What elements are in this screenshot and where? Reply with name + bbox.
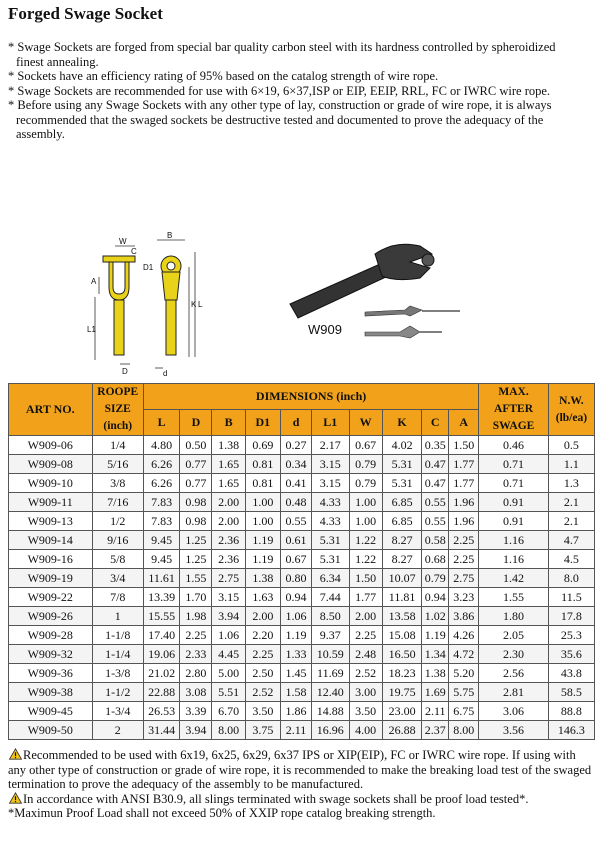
cell-rope-size: 7/16 — [92, 493, 143, 512]
cell-dim-c: 0.68 — [422, 550, 449, 569]
dim-label-w: W — [119, 237, 127, 246]
cell-dim-l1: 4.33 — [312, 512, 349, 531]
cell-max-after-swage: 2.81 — [479, 683, 549, 702]
dim-label-d1: D1 — [143, 263, 154, 272]
intro-line: finest annealing. — [16, 54, 99, 69]
cell-dim-d-small: 0.80 — [281, 569, 312, 588]
cell-net-weight: 146.3 — [548, 721, 594, 740]
cell-dim-a: 2.75 — [449, 569, 479, 588]
cell-dim-a: 1.96 — [449, 512, 479, 531]
cell-max-after-swage: 1.42 — [479, 569, 549, 588]
cell-net-weight: 0.5 — [548, 436, 594, 455]
cell-dim-a: 2.25 — [449, 531, 479, 550]
figures — [0, 232, 600, 382]
cell-dim-a: 3.86 — [449, 607, 479, 626]
header-nw-line: N.W. — [559, 394, 584, 407]
table-row — [9, 626, 595, 645]
cell-art-no: W909-26 — [9, 607, 93, 626]
table-row — [9, 455, 595, 474]
cell-rope-size: 9/16 — [92, 531, 143, 550]
cell-dim-c: 0.55 — [422, 512, 449, 531]
intro-line: * Swage Sockets are recommended for use with 6×19, 6×37,ISP or EIP, EEIP, RRL, FC or IWRC wire rope. — [8, 83, 551, 98]
cell-dim-a: 5.75 — [449, 683, 479, 702]
warning-triangle-icon — [8, 792, 23, 804]
cell-max-after-swage: 2.56 — [479, 664, 549, 683]
header-rope-line: ROOPE — [97, 386, 139, 398]
cell-dim-b: 4.45 — [212, 645, 245, 664]
cell-dim-k: 10.07 — [382, 569, 422, 588]
header-art-no: ART NO. — [9, 384, 93, 436]
cell-dim-d-small: 0.67 — [281, 550, 312, 569]
header-dim-l: L — [143, 410, 179, 436]
cell-dim-d: 3.94 — [180, 721, 212, 740]
cell-net-weight: 58.5 — [548, 683, 594, 702]
cell-art-no: W909-38 — [9, 683, 93, 702]
cell-dim-c: 0.58 — [422, 531, 449, 550]
cell-dim-d1: 0.69 — [245, 436, 280, 455]
cell-dim-d-small: 0.55 — [281, 512, 312, 531]
cell-rope-size: 1-3/4 — [92, 702, 143, 721]
cell-dim-l1: 7.44 — [312, 588, 349, 607]
note-1 — [8, 748, 595, 792]
notes — [8, 748, 595, 821]
table-body — [9, 436, 595, 740]
cell-dim-c: 0.79 — [422, 569, 449, 588]
cell-dim-k: 6.85 — [382, 493, 422, 512]
cell-max-after-swage: 0.71 — [479, 474, 549, 493]
cell-net-weight: 43.8 — [548, 664, 594, 683]
cell-max-after-swage: 1.80 — [479, 607, 549, 626]
note-2 — [8, 792, 595, 807]
cell-dim-d-small: 0.94 — [281, 588, 312, 607]
cell-dim-b: 1.65 — [212, 474, 245, 493]
cell-dim-k: 6.85 — [382, 512, 422, 531]
cell-art-no: W909-10 — [9, 474, 93, 493]
dim-label-l1: L1 — [87, 325, 96, 334]
cell-art-no: W909-45 — [9, 702, 93, 721]
header-dim-d-small: d — [281, 410, 312, 436]
cell-dim-c: 2.37 — [422, 721, 449, 740]
cell-dim-d1: 1.63 — [245, 588, 280, 607]
cell-dim-b: 3.15 — [212, 588, 245, 607]
cell-dim-w: 2.48 — [349, 645, 382, 664]
cell-dim-a: 4.26 — [449, 626, 479, 645]
cell-dim-k: 23.00 — [382, 702, 422, 721]
cell-dim-b: 2.36 — [212, 531, 245, 550]
cell-dim-b: 6.70 — [212, 702, 245, 721]
cell-dim-d1: 1.19 — [245, 550, 280, 569]
header-dim-k: K — [382, 410, 422, 436]
cell-dim-d1: 3.50 — [245, 702, 280, 721]
cell-rope-size: 1 — [92, 607, 143, 626]
cell-dim-a: 1.77 — [449, 455, 479, 474]
cell-dim-l1: 14.88 — [312, 702, 349, 721]
header-rope-line: (inch) — [103, 420, 133, 432]
cell-dim-d-small: 0.27 — [281, 436, 312, 455]
cell-rope-size: 5/16 — [92, 455, 143, 474]
cell-dim-b: 2.00 — [212, 493, 245, 512]
cell-dim-l1: 12.40 — [312, 683, 349, 702]
cell-dim-k: 18.23 — [382, 664, 422, 683]
table-row — [9, 721, 595, 740]
cell-dim-w: 1.50 — [349, 569, 382, 588]
cell-dim-c: 1.38 — [422, 664, 449, 683]
cell-dim-w: 0.79 — [349, 455, 382, 474]
cell-dim-c: 0.47 — [422, 474, 449, 493]
cell-dim-l: 26.53 — [143, 702, 179, 721]
cell-dim-l: 6.26 — [143, 474, 179, 493]
cell-max-after-swage: 2.05 — [479, 626, 549, 645]
cell-rope-size: 1-3/8 — [92, 664, 143, 683]
cell-dim-k: 4.02 — [382, 436, 422, 455]
cell-rope-size: 7/8 — [92, 588, 143, 607]
cell-net-weight: 25.3 — [548, 626, 594, 645]
cell-dim-d-small: 1.33 — [281, 645, 312, 664]
cell-net-weight: 2.1 — [548, 512, 594, 531]
cell-dim-a: 1.96 — [449, 493, 479, 512]
cell-net-weight: 11.5 — [548, 588, 594, 607]
cell-dim-d1: 0.81 — [245, 455, 280, 474]
cell-dim-c: 0.55 — [422, 493, 449, 512]
product-illustration — [270, 232, 470, 352]
cell-dim-l: 9.45 — [143, 531, 179, 550]
cell-rope-size: 2 — [92, 721, 143, 740]
cell-dim-c: 0.47 — [422, 455, 449, 474]
cell-dim-w: 0.67 — [349, 436, 382, 455]
cell-dim-d: 0.50 — [180, 436, 212, 455]
header-dim-c: C — [422, 410, 449, 436]
cell-dim-k: 8.27 — [382, 531, 422, 550]
note-2-text: In accordance with ANSI B30.9, all slings terminated with swage sockets shall be proof load tested*. — [23, 791, 529, 806]
cell-dim-b: 3.94 — [212, 607, 245, 626]
cell-dim-c: 1.69 — [422, 683, 449, 702]
cell-art-no: W909-22 — [9, 588, 93, 607]
cell-dim-b: 1.65 — [212, 455, 245, 474]
cell-dim-k: 8.27 — [382, 550, 422, 569]
cell-dim-d: 1.25 — [180, 550, 212, 569]
cell-dim-d1: 2.52 — [245, 683, 280, 702]
header-dim-d1: D1 — [245, 410, 280, 436]
cell-dim-w: 1.00 — [349, 493, 382, 512]
cell-dim-k: 19.75 — [382, 683, 422, 702]
cell-dim-l1: 5.31 — [312, 550, 349, 569]
spec-table — [8, 383, 595, 740]
cell-max-after-swage: 3.56 — [479, 721, 549, 740]
cell-dim-d: 2.25 — [180, 626, 212, 645]
cell-dim-w: 1.00 — [349, 512, 382, 531]
cell-art-no: W909-08 — [9, 455, 93, 474]
cell-rope-size: 1/2 — [92, 512, 143, 531]
table-row — [9, 645, 595, 664]
note-3: *Maximun Proof Load shall not exceed 50% of XXIP rope catalog breaking strength. — [8, 806, 436, 820]
cell-dim-d-small: 1.86 — [281, 702, 312, 721]
cell-dim-w: 4.00 — [349, 721, 382, 740]
note-1-text: Recommended to be used with 6x19, 6x25, 6x29, 6x37 IPS or XIP(EIP), FC or IWRC wire rope. If using with any other type of construction or grade of wire rope, it is recommended to make the breaking load test of the swaged termination to prove the adequacy of the assembly to be manufactured. — [8, 748, 592, 791]
header-dim-w: W — [349, 410, 382, 436]
table-row — [9, 702, 595, 721]
intro-line: * Swage Sockets are forged from special bar quality carbon steel with its hardness controlled by spheroidized — [8, 40, 556, 54]
cell-dim-b: 2.00 — [212, 512, 245, 531]
cell-dim-d: 0.77 — [180, 455, 212, 474]
header-net-weight — [548, 384, 594, 436]
cell-dim-d-small: 0.61 — [281, 531, 312, 550]
cell-dim-w: 2.25 — [349, 626, 382, 645]
cell-dim-w: 1.22 — [349, 531, 382, 550]
cell-net-weight: 8.0 — [548, 569, 594, 588]
cell-dim-l: 31.44 — [143, 721, 179, 740]
cell-art-no: W909-50 — [9, 721, 93, 740]
cell-dim-a: 4.72 — [449, 645, 479, 664]
cell-dim-l: 19.06 — [143, 645, 179, 664]
cell-max-after-swage: 1.16 — [479, 531, 549, 550]
cell-dim-a: 1.50 — [449, 436, 479, 455]
cell-dim-l: 17.40 — [143, 626, 179, 645]
dim-label-b: B — [167, 232, 173, 240]
cell-dim-l1: 3.15 — [312, 474, 349, 493]
cell-max-after-swage: 0.91 — [479, 493, 549, 512]
table-row — [9, 531, 595, 550]
cell-rope-size: 1-1/2 — [92, 683, 143, 702]
cell-rope-size: 1/4 — [92, 436, 143, 455]
cell-dim-l1: 2.17 — [312, 436, 349, 455]
cell-dim-c: 0.94 — [422, 588, 449, 607]
cell-dim-l1: 6.34 — [312, 569, 349, 588]
cell-dim-a: 1.77 — [449, 474, 479, 493]
cell-art-no: W909-28 — [9, 626, 93, 645]
cell-dim-d: 2.33 — [180, 645, 212, 664]
cell-art-no: W909-19 — [9, 569, 93, 588]
cell-dim-l: 4.80 — [143, 436, 179, 455]
cell-dim-l: 13.39 — [143, 588, 179, 607]
cell-dim-b: 1.06 — [212, 626, 245, 645]
table-row — [9, 664, 595, 683]
cell-dim-c: 1.19 — [422, 626, 449, 645]
cell-art-no: W909-32 — [9, 645, 93, 664]
cell-dim-d-small: 0.34 — [281, 455, 312, 474]
cell-art-no: W909-16 — [9, 550, 93, 569]
cell-dim-l1: 16.96 — [312, 721, 349, 740]
cell-dim-d1: 2.50 — [245, 664, 280, 683]
cell-net-weight: 1.1 — [548, 455, 594, 474]
table-row — [9, 569, 595, 588]
cell-dim-l1: 4.33 — [312, 493, 349, 512]
cell-dim-c: 1.34 — [422, 645, 449, 664]
header-max-line: SWAGE — [492, 420, 535, 432]
header-dimensions: DIMENSIONS (inch) — [143, 384, 478, 410]
cell-dim-a: 2.25 — [449, 550, 479, 569]
cell-dim-d-small: 1.19 — [281, 626, 312, 645]
cell-max-after-swage: 2.30 — [479, 645, 549, 664]
cell-dim-l: 9.45 — [143, 550, 179, 569]
cell-dim-d: 1.70 — [180, 588, 212, 607]
dim-label-l: L — [198, 300, 203, 309]
cell-max-after-swage: 0.91 — [479, 512, 549, 531]
header-max-after-swage — [479, 384, 549, 436]
cell-dim-b: 2.36 — [212, 550, 245, 569]
header-dim-b: B — [212, 410, 245, 436]
cell-dim-k: 13.58 — [382, 607, 422, 626]
cell-art-no: W909-14 — [9, 531, 93, 550]
cell-dim-w: 3.50 — [349, 702, 382, 721]
cell-dim-k: 5.31 — [382, 455, 422, 474]
cell-art-no: W909-36 — [9, 664, 93, 683]
cell-dim-d1: 2.25 — [245, 645, 280, 664]
dimension-drawing — [85, 232, 285, 382]
cell-dim-k: 11.81 — [382, 588, 422, 607]
dim-label-d: D — [122, 367, 128, 376]
cell-rope-size: 1-1/8 — [92, 626, 143, 645]
header-rope-line: SIZE — [104, 403, 131, 415]
cell-dim-w: 0.79 — [349, 474, 382, 493]
table-row — [9, 607, 595, 626]
cell-dim-l: 21.02 — [143, 664, 179, 683]
cell-dim-k: 5.31 — [382, 474, 422, 493]
cell-dim-a: 5.20 — [449, 664, 479, 683]
cell-dim-k: 16.50 — [382, 645, 422, 664]
cell-dim-l: 7.83 — [143, 493, 179, 512]
dim-label-k: K — [191, 300, 197, 309]
header-dim-a: A — [449, 410, 479, 436]
header-max-line: MAX. — [498, 386, 529, 398]
table-row — [9, 512, 595, 531]
cell-dim-d-small: 1.58 — [281, 683, 312, 702]
cell-dim-d: 3.39 — [180, 702, 212, 721]
cell-net-weight: 17.8 — [548, 607, 594, 626]
cell-dim-b: 2.75 — [212, 569, 245, 588]
cell-max-after-swage: 1.55 — [479, 588, 549, 607]
cell-art-no: W909-06 — [9, 436, 93, 455]
cell-net-weight: 35.6 — [548, 645, 594, 664]
cell-dim-l: 6.26 — [143, 455, 179, 474]
cell-rope-size: 5/8 — [92, 550, 143, 569]
cell-dim-d-small: 0.48 — [281, 493, 312, 512]
cell-dim-d-small: 2.11 — [281, 721, 312, 740]
cell-max-after-swage: 3.06 — [479, 702, 549, 721]
cell-dim-d1: 2.20 — [245, 626, 280, 645]
header-dim-d: D — [180, 410, 212, 436]
cell-dim-w: 3.00 — [349, 683, 382, 702]
cell-net-weight: 1.3 — [548, 474, 594, 493]
cell-dim-a: 6.75 — [449, 702, 479, 721]
cell-dim-d: 3.08 — [180, 683, 212, 702]
cell-dim-d1: 1.19 — [245, 531, 280, 550]
cell-dim-w: 2.52 — [349, 664, 382, 683]
cell-dim-d-small: 1.45 — [281, 664, 312, 683]
table-row — [9, 550, 595, 569]
cell-dim-d-small: 0.41 — [281, 474, 312, 493]
cell-dim-l1: 10.59 — [312, 645, 349, 664]
cell-dim-d1: 3.75 — [245, 721, 280, 740]
cell-dim-d: 1.55 — [180, 569, 212, 588]
cell-dim-w: 1.22 — [349, 550, 382, 569]
cell-dim-d1: 1.00 — [245, 512, 280, 531]
cell-dim-c: 2.11 — [422, 702, 449, 721]
cell-dim-d: 1.98 — [180, 607, 212, 626]
cell-dim-w: 2.00 — [349, 607, 382, 626]
cell-max-after-swage: 1.16 — [479, 550, 549, 569]
intro-text — [8, 40, 594, 142]
intro-line: * Sockets have an efficiency rating of 95% based on the catalog strength of wire rope. — [8, 69, 439, 83]
cell-dim-d1: 1.00 — [245, 493, 280, 512]
cell-dim-b: 5.51 — [212, 683, 245, 702]
cell-dim-d: 2.80 — [180, 664, 212, 683]
header-max-line: AFTER — [494, 403, 534, 415]
cell-dim-d1: 2.00 — [245, 607, 280, 626]
cell-dim-a: 8.00 — [449, 721, 479, 740]
cell-dim-l: 22.88 — [143, 683, 179, 702]
model-label: W909 — [308, 322, 342, 337]
cell-dim-l1: 9.37 — [312, 626, 349, 645]
cell-art-no: W909-13 — [9, 512, 93, 531]
cell-dim-c: 0.35 — [422, 436, 449, 455]
cell-dim-d: 0.77 — [180, 474, 212, 493]
cell-dim-w: 1.77 — [349, 588, 382, 607]
cell-dim-d: 0.98 — [180, 493, 212, 512]
table-row — [9, 493, 595, 512]
cell-dim-l: 11.61 — [143, 569, 179, 588]
cell-dim-b: 1.38 — [212, 436, 245, 455]
cell-net-weight: 2.1 — [548, 493, 594, 512]
cell-rope-size: 3/4 — [92, 569, 143, 588]
header-dim-l1: L1 — [312, 410, 349, 436]
cell-dim-b: 8.00 — [212, 721, 245, 740]
cell-dim-d: 0.98 — [180, 512, 212, 531]
cell-art-no: W909-11 — [9, 493, 93, 512]
cell-dim-d1: 0.81 — [245, 474, 280, 493]
cell-dim-l: 15.55 — [143, 607, 179, 626]
cell-dim-l1: 11.69 — [312, 664, 349, 683]
cell-dim-d-small: 1.06 — [281, 607, 312, 626]
header-rope-size — [92, 384, 143, 436]
intro-line: * Before using any Swage Sockets with any other type of lay, construction or grade of wire rope, it is always — [8, 98, 552, 112]
page-title: Forged Swage Socket — [8, 4, 163, 23]
cell-dim-k: 26.88 — [382, 721, 422, 740]
cell-net-weight: 88.8 — [548, 702, 594, 721]
intro-line: recommended that the swaged sockets be destructive tested and documented to prove the adequacy of the assembly. — [16, 112, 544, 141]
table-row — [9, 436, 595, 455]
table-row — [9, 474, 595, 493]
cell-net-weight: 4.7 — [548, 531, 594, 550]
cell-dim-l1: 8.50 — [312, 607, 349, 626]
cell-dim-d: 1.25 — [180, 531, 212, 550]
cell-max-after-swage: 0.46 — [479, 436, 549, 455]
dim-label-a: A — [91, 277, 97, 286]
dim-label-c: C — [131, 247, 137, 256]
table-row — [9, 683, 595, 702]
cell-dim-l1: 5.31 — [312, 531, 349, 550]
cell-dim-b: 5.00 — [212, 664, 245, 683]
table-row — [9, 588, 595, 607]
cell-rope-size: 3/8 — [92, 474, 143, 493]
cell-dim-c: 1.02 — [422, 607, 449, 626]
header-nw-line: (lb/ea) — [555, 411, 588, 424]
cell-dim-a: 3.23 — [449, 588, 479, 607]
dim-label-d-small: d — [163, 369, 168, 378]
cell-dim-l1: 3.15 — [312, 455, 349, 474]
cell-net-weight: 4.5 — [548, 550, 594, 569]
cell-dim-l: 7.83 — [143, 512, 179, 531]
warning-triangle-icon — [8, 748, 23, 760]
cell-rope-size: 1-1/4 — [92, 645, 143, 664]
cell-dim-k: 15.08 — [382, 626, 422, 645]
table-header-row — [9, 384, 595, 410]
cell-dim-d1: 1.38 — [245, 569, 280, 588]
cell-max-after-swage: 0.71 — [479, 455, 549, 474]
